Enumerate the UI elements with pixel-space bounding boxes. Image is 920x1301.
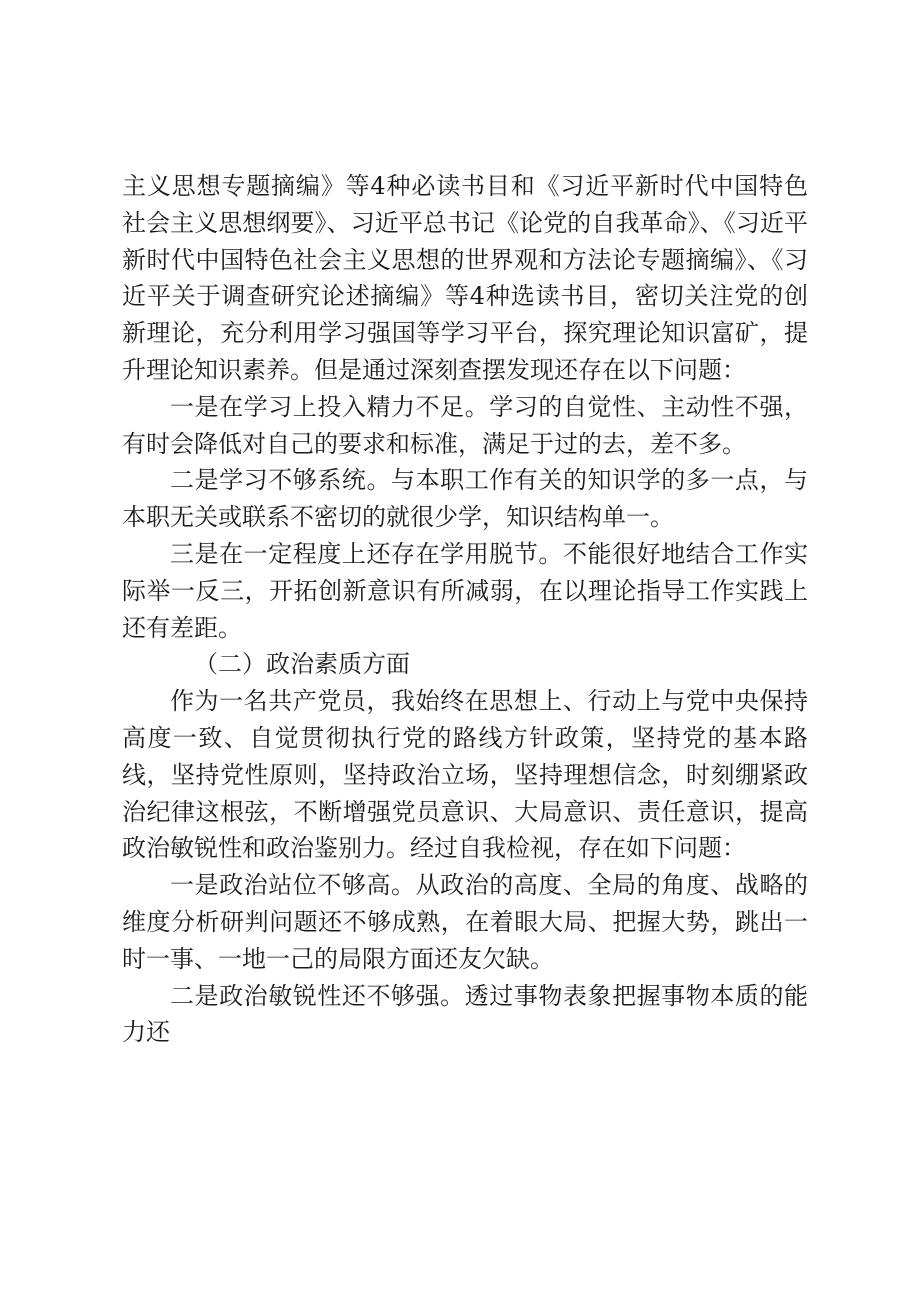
paragraph-reading-list: 主义思想专题摘编》等4种必读书目和《习近平新时代中国特色社会主义思想纲要》、习近平总书记《论党的自我革命》、《习近平新时代中国特色社会主义思想的世界观和方法论专题摘编》、《习近平关于调查研究论述摘编》等4种选读书目，密切关注党的创新理论，充分利用学习强国等学习平台，探究理论知识富矿，提升理论知识素养。但是通过深刻查摆发现还存在以下问题： xyxy=(122,172,808,384)
paragraph-study-problem-3: 三是在一定程度上还存在学用脱节。不能很好地结合工作实际举一反三，开拓创新意识有所减弱，在以理论指导工作实践上还有差距。 xyxy=(122,539,808,642)
paragraph-political-problem-1: 一是政治站位不够高。从政治的高度、全局的角度、战略的维度分析研判问题还不够成熟，在着眼大局、把握大势，跳出一时一事、一地一己的局限方面还友欠缺。 xyxy=(122,871,808,973)
section-heading-political-quality: （二）政治素质方面 xyxy=(194,650,410,679)
paragraph-political-problem-2: 二是政治敏锐性还不够强。透过事物表象把握事物本质的能力还 xyxy=(122,981,808,1047)
paragraph-political-intro: 作为一名共产党员，我始终在思想上、行动上与党中央保持高度一致、自觉贯彻执行党的路线方针政策，坚持党的基本路线，坚持党性原则，坚持政治立场，坚持理想信念，时刻绷紧政治纪律这根弦，不断增强党员意识、大局意识、责任意识，提高政治敏锐性和政治鉴别力。经过自我检视，存在如下问题： xyxy=(122,687,808,863)
paragraph-study-problem-2: 二是学习不够系统。与本职工作有关的知识学的多一点，与本职无关或联系不密切的就很少学，知识结构单一。 xyxy=(122,466,808,532)
paragraph-study-problem-1: 一是在学习上投入精力不足。学习的自觉性、主动性不强，有时会降低对自己的要求和标准，满足于过的去，差不多。 xyxy=(122,392,808,458)
document-body xyxy=(122,168,808,1051)
